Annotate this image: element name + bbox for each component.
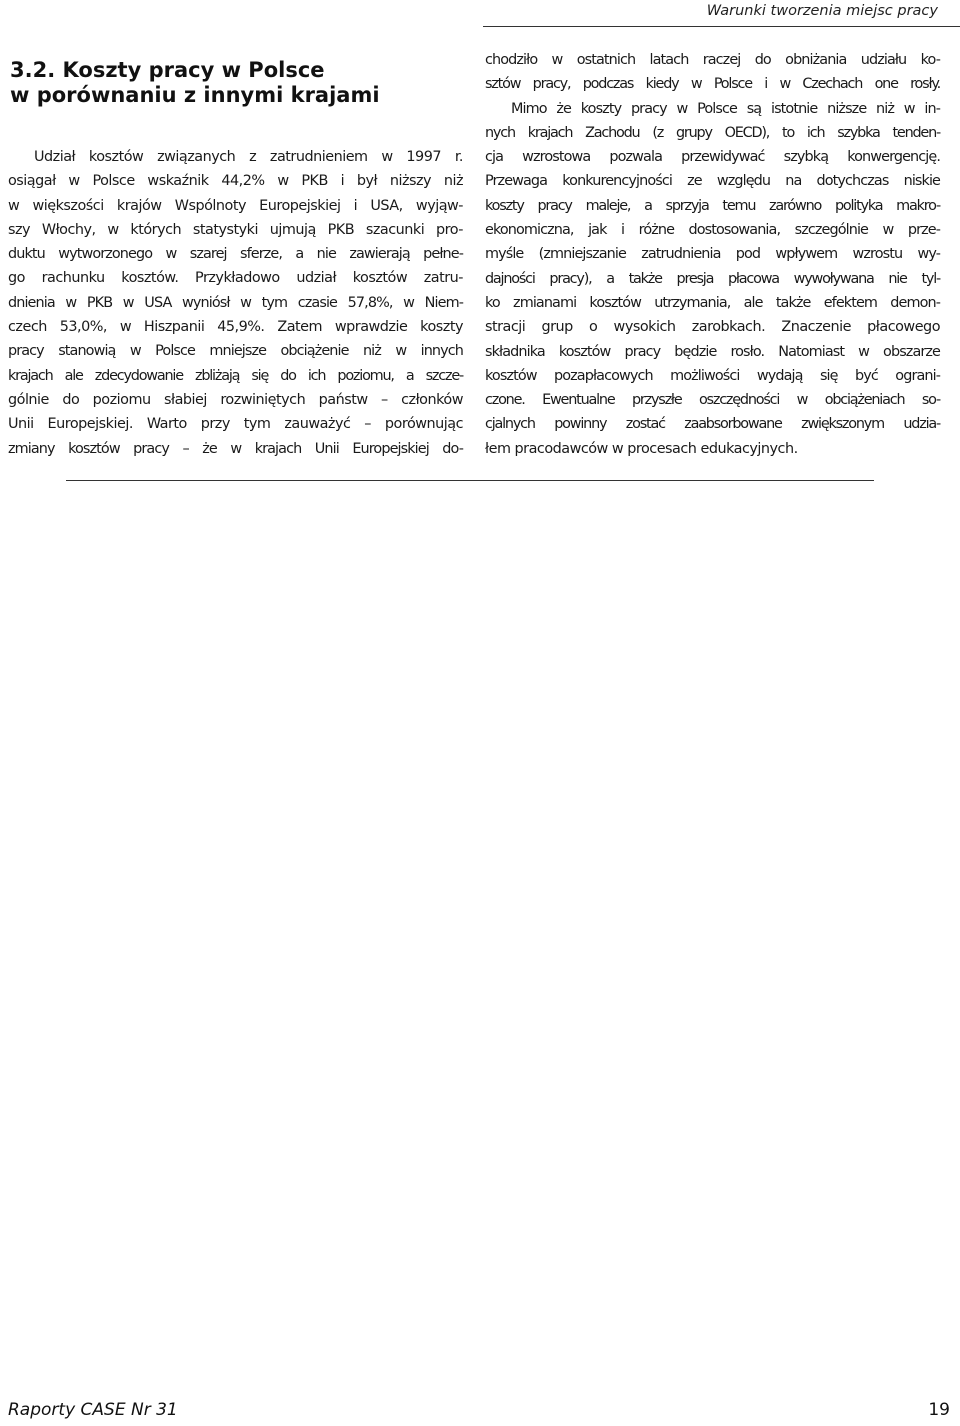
page-number: 19: [928, 1400, 950, 1420]
text-line: cjalnych powinny zostać zaabsorbowane zwiększonym udzia-: [485, 416, 940, 433]
text-line: Unii Europejskiej. Warto przy tym zauważyć – porównując: [8, 416, 463, 433]
text-line: zmiany kosztów pracy – że w krajach Unii Europejskiej do-: [8, 440, 463, 457]
text-line: cja wzrostowa pozwala przewidywać szybką konwergencję.: [485, 149, 940, 166]
text-line: pracy stanowią w Polsce mniejsze obciążenie niż w innych: [8, 343, 463, 360]
text-line: chodziło w ostatnich latach raczej do obniżania udziału ko-: [485, 52, 940, 68]
text-line: krajach ale zdecydowanie zbliżają się do ich poziomu, a szcze-: [8, 367, 463, 384]
text-line: stracji grup o wysokich zarobkach. Znaczenie płacowego: [485, 319, 940, 336]
text-line: duktu wytworzonego w szarej sferze, a nie zawierają pełne-: [8, 246, 463, 263]
header-rule: [483, 26, 960, 27]
text-line: kosztów pozapłacowych możliwości wydają się być ograni-: [485, 367, 940, 384]
text-line: szy Włochy, w których statystyki ujmują PKB szacunki pro-: [8, 221, 463, 238]
text-line: myśle (zmniejszanie zatrudnienia pod wpływem wzrostu wy-: [485, 246, 940, 263]
left-column: [8, 145, 463, 461]
section-end-rule: [66, 480, 874, 481]
text-line: dnienia w PKB w USA wyniósł w tym czasie 57,8%, w Niem-: [8, 294, 463, 311]
text-line: składnika kosztów pracy będzie rosło. Natomiast w obszarze: [485, 343, 940, 360]
text-line: gólnie do poziomu słabiej rozwiniętych państw – członków: [8, 391, 463, 408]
text-line: Udział kosztów związanych z zatrudnieniem w 1997 r.: [34, 149, 463, 165]
section-title: [10, 58, 460, 108]
section-title-line: 3.2. Koszty pracy w Polsce: [10, 58, 325, 82]
text-line: koszty pracy maleje, a sprzyja temu zarówno polityka makro-: [485, 197, 940, 214]
footer-publication: Raporty CASE Nr 31: [8, 1400, 178, 1420]
text-line: czone. Ewentualne przyszłe oszczędności w obciążeniach so-: [485, 392, 940, 409]
text-line: w większości krajów Wspólnoty Europejskiej i USA, wyjąw-: [8, 197, 463, 214]
section-title-line: w porównaniu z innymi krajami: [10, 83, 380, 107]
text-line: Mimo że koszty pracy w Polsce są istotnie niższe niż w in-: [511, 100, 940, 117]
text-line: go rachunku kosztów. Przykładowo udział kosztów zatru-: [8, 270, 463, 287]
text-line: czech 53,0%, w Hiszpanii 45,9%. Zatem wprawdzie koszty: [8, 319, 463, 336]
text-line: nych krajach Zachodu (z grupy OECD), to ich szybka tenden-: [485, 124, 940, 141]
text-line: Przewaga konkurencyjności ze względu na dotychczas niskie: [485, 173, 940, 190]
right-column: [485, 48, 940, 461]
text-line: dajności pracy), a także presja płacowa wywoływana nie tyl-: [485, 270, 940, 287]
text-line: ko zmianami kosztów utrzymania, ale także efektem demon-: [485, 294, 940, 311]
text-line: sztów pracy, podczas kiedy w Polsce i w Czechach one rosły.: [485, 76, 940, 93]
text-line: osiągał w Polsce wskaźnik 44,2% w PKB i był niższy niż: [8, 173, 463, 190]
text-line: łem pracodawców w procesach edukacyjnych.: [485, 440, 798, 457]
text-line: ekonomiczna, jak i różne dostosowania, szczególnie w prze-: [485, 222, 940, 239]
running-header: Warunki tworzenia miejsc pracy: [706, 3, 938, 19]
